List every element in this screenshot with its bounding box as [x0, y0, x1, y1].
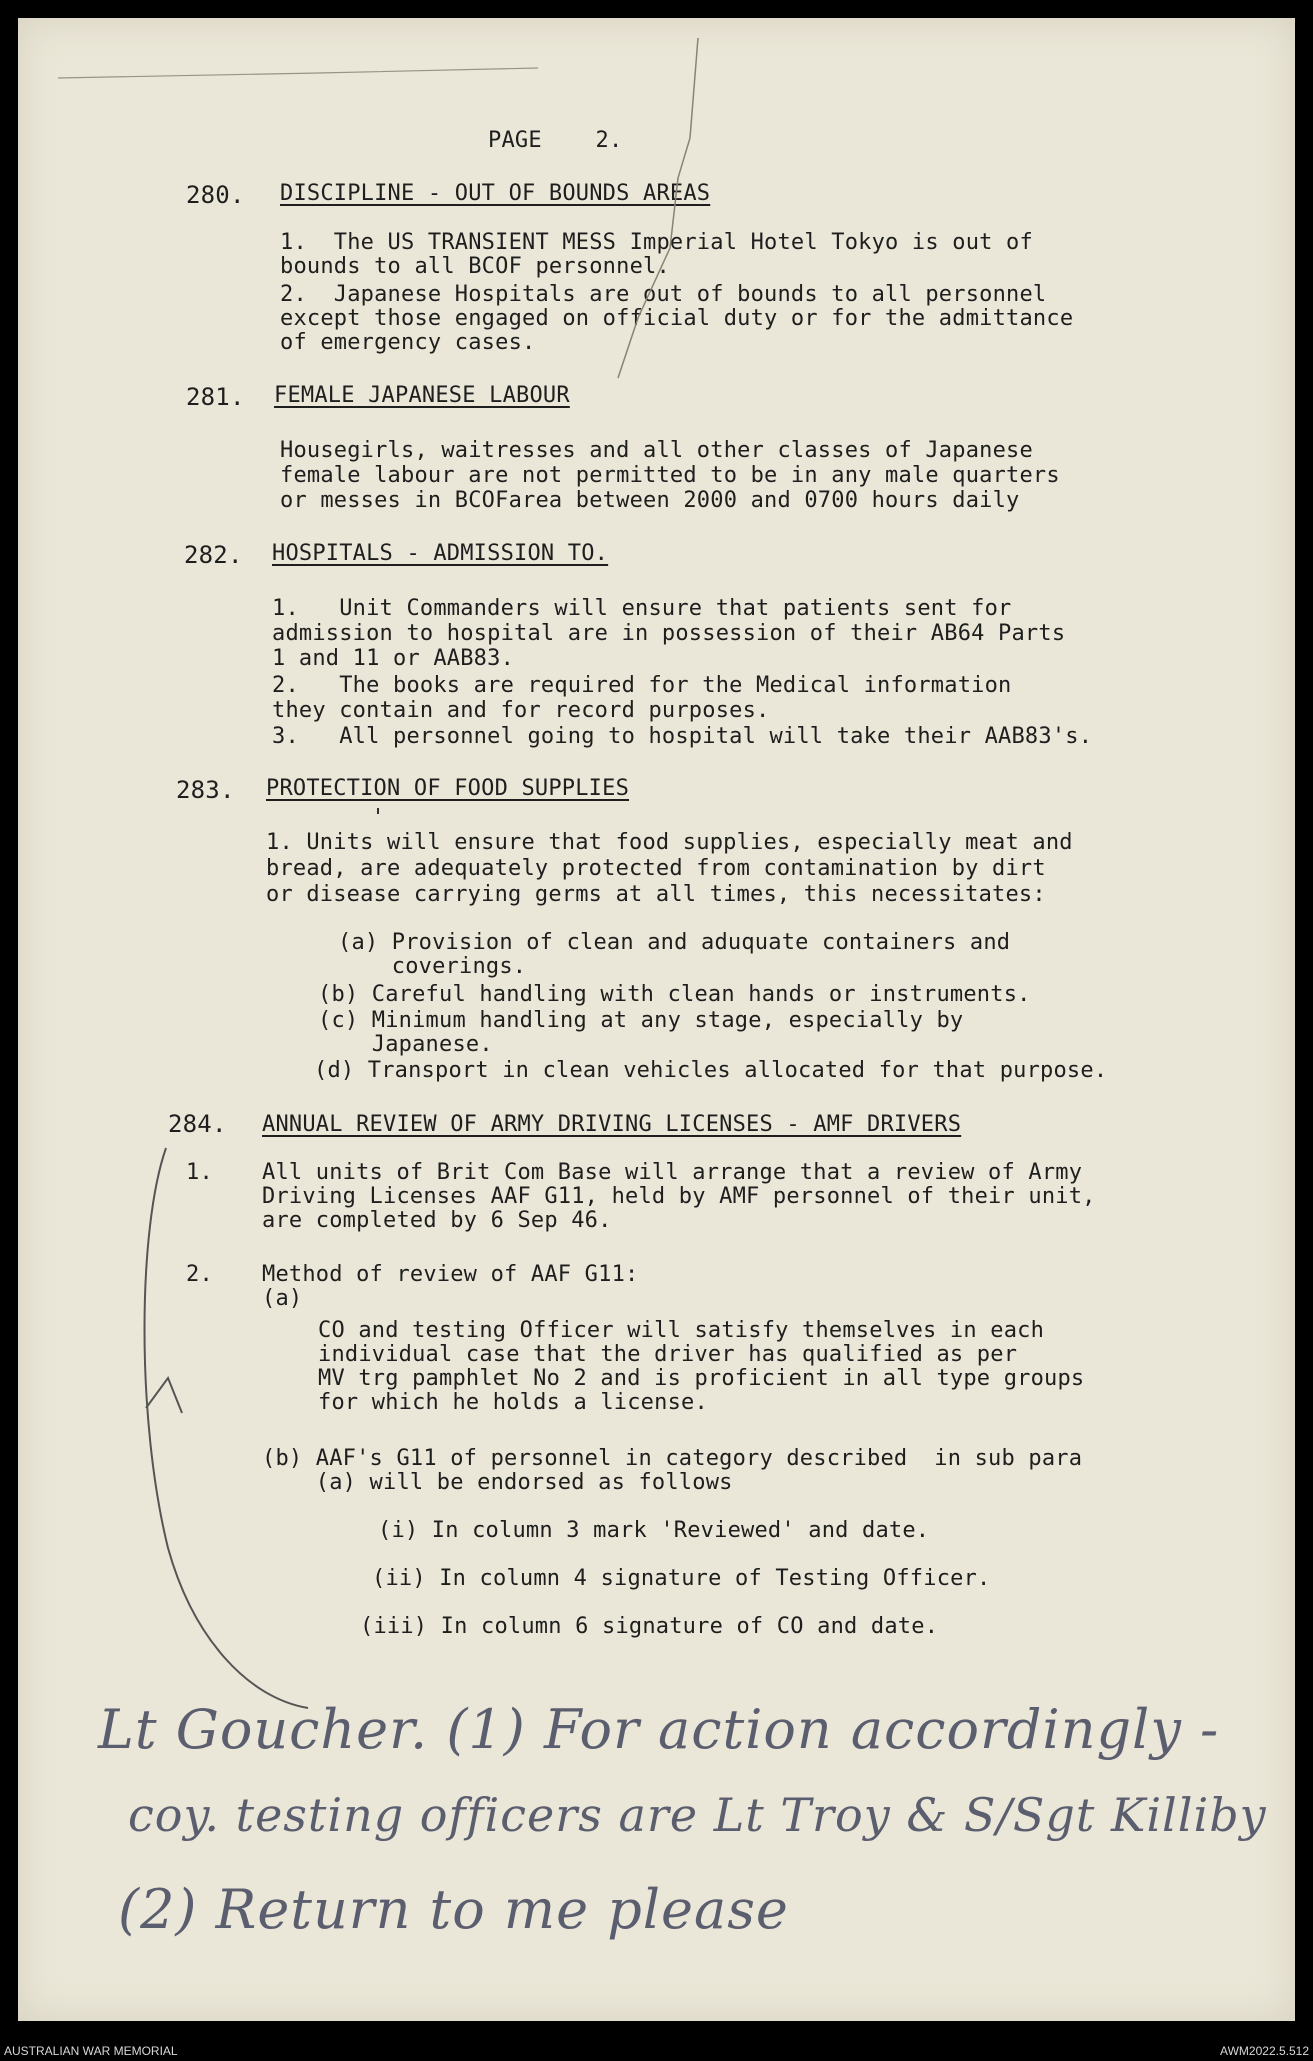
paragraph-line: 3. All personnel going to hospital will take their AAB83's. [272, 724, 1093, 749]
paragraph-line: except those engaged on official duty or for the admittance [280, 306, 1074, 331]
paragraph-line: or disease carrying germs at all times, this necessitates: [266, 882, 1046, 907]
paragraph-line: Method of review of AAF G11: [262, 1262, 639, 1287]
section-title: FEMALE JAPANESE LABOUR [274, 383, 570, 408]
section-number: 282. [184, 541, 243, 569]
section-title: DISCIPLINE - OUT OF BOUNDS AREAS [280, 181, 711, 206]
paragraph-line: Driving Licenses AAF G11, held by AMF personnel of their unit, [262, 1184, 1096, 1209]
paragraph-line: they contain and for record purposes. [272, 698, 770, 723]
paragraph-line: 1. Unit Commanders will ensure that patients sent for [272, 596, 1012, 621]
handwritten-note-line: Lt Goucher. (1) For action accordingly - [98, 1698, 1220, 1761]
list-item: (c) Minimum handling at any stage, especially by [318, 1008, 964, 1033]
paragraph-line: 1. Units will ensure that food supplies, especially meat and [266, 830, 1073, 855]
paragraph-line: 2. Japanese Hospitals are out of bounds to all personnel [280, 282, 1047, 307]
paragraph-line: for which he holds a license. [318, 1390, 708, 1415]
paragraph-number: 1. [186, 1160, 213, 1185]
list-item: (a) Provision of clean and aduquate containers and [338, 930, 1011, 955]
sub-item: (i) In column 3 mark 'Reviewed' and date. [378, 1518, 930, 1543]
list-item: coverings. [338, 954, 527, 979]
footer-left: AUSTRALIAN WAR MEMORIAL [4, 2044, 178, 2058]
section-number: 284. [168, 1110, 227, 1138]
paragraph-line: of emergency cases. [280, 330, 536, 355]
paragraph-line: (a) will be endorsed as follows [262, 1470, 733, 1495]
footer-right: AWM2022.5.512 [1220, 2044, 1309, 2058]
section-number: 283. [176, 776, 235, 804]
paragraph-line: female labour are not permitted to be in any male quarters [280, 463, 1060, 488]
document-page [18, 18, 1295, 2021]
pencil-arrow-icon [18, 18, 1295, 2021]
section-title: HOSPITALS - ADMISSION TO. [272, 541, 609, 566]
handwritten-note-line: (2) Return to me please [118, 1878, 789, 1941]
sub-item: (iii) In column 6 signature of CO and date. [360, 1614, 939, 1639]
section-number: 280. [186, 181, 245, 209]
section-number: 281. [186, 383, 245, 411]
paragraph-line: individual case that the driver has qualified as per [318, 1342, 1018, 1367]
paragraph-line: All units of Brit Com Base will arrange that a review of Army [262, 1160, 1083, 1185]
paragraph-line: (a) [262, 1286, 303, 1311]
paragraph-line: Housegirls, waitresses and all other classes of Japanese [280, 438, 1033, 463]
paragraph-line: 1. The US TRANSIENT MESS Imperial Hotel Tokyo is out of [280, 230, 1033, 255]
list-item: (d) Transport in clean vehicles allocated for that purpose. [314, 1058, 1108, 1083]
paragraph-line: 2. The books are required for the Medical information [272, 673, 1012, 698]
paragraph-line: MV trg pamphlet No 2 and is proficient in all type groups [318, 1366, 1085, 1391]
page-header: PAGE 2. [488, 128, 623, 153]
paragraph-line: admission to hospital are in possession of their AB64 Parts [272, 621, 1066, 646]
paragraph-line: or messes in BCOFarea between 2000 and 0700 hours daily [280, 488, 1020, 513]
paragraph-line: CO and testing Officer will satisfy themselves in each [318, 1318, 1045, 1343]
list-item: Japanese. [318, 1032, 493, 1057]
paragraph-line: bounds to all BCOF personnel. [280, 254, 670, 279]
paragraph-number: 2. [186, 1262, 213, 1287]
paragraph-line: (b) AAF's G11 of personnel in category described in sub para [262, 1446, 1083, 1471]
handwritten-note-line: coy. testing officers are Lt Troy & S/Sgt Killiby [128, 1788, 1267, 1842]
list-item: (b) Careful handling with clean hands or instruments. [318, 982, 1031, 1007]
section-title: ANNUAL REVIEW OF ARMY DRIVING LICENSES - AMF DRIVERS [262, 1112, 962, 1137]
section-title: PROTECTION OF FOOD SUPPLIES [266, 776, 630, 801]
paragraph-line: are completed by 6 Sep 46. [262, 1208, 612, 1233]
paragraph-line: 1 and 11 or AAB83. [272, 646, 515, 671]
sub-item: (ii) In column 4 signature of Testing Officer. [372, 1566, 991, 1591]
paragraph-line: bread, are adequately protected from contamination by dirt [266, 856, 1046, 881]
